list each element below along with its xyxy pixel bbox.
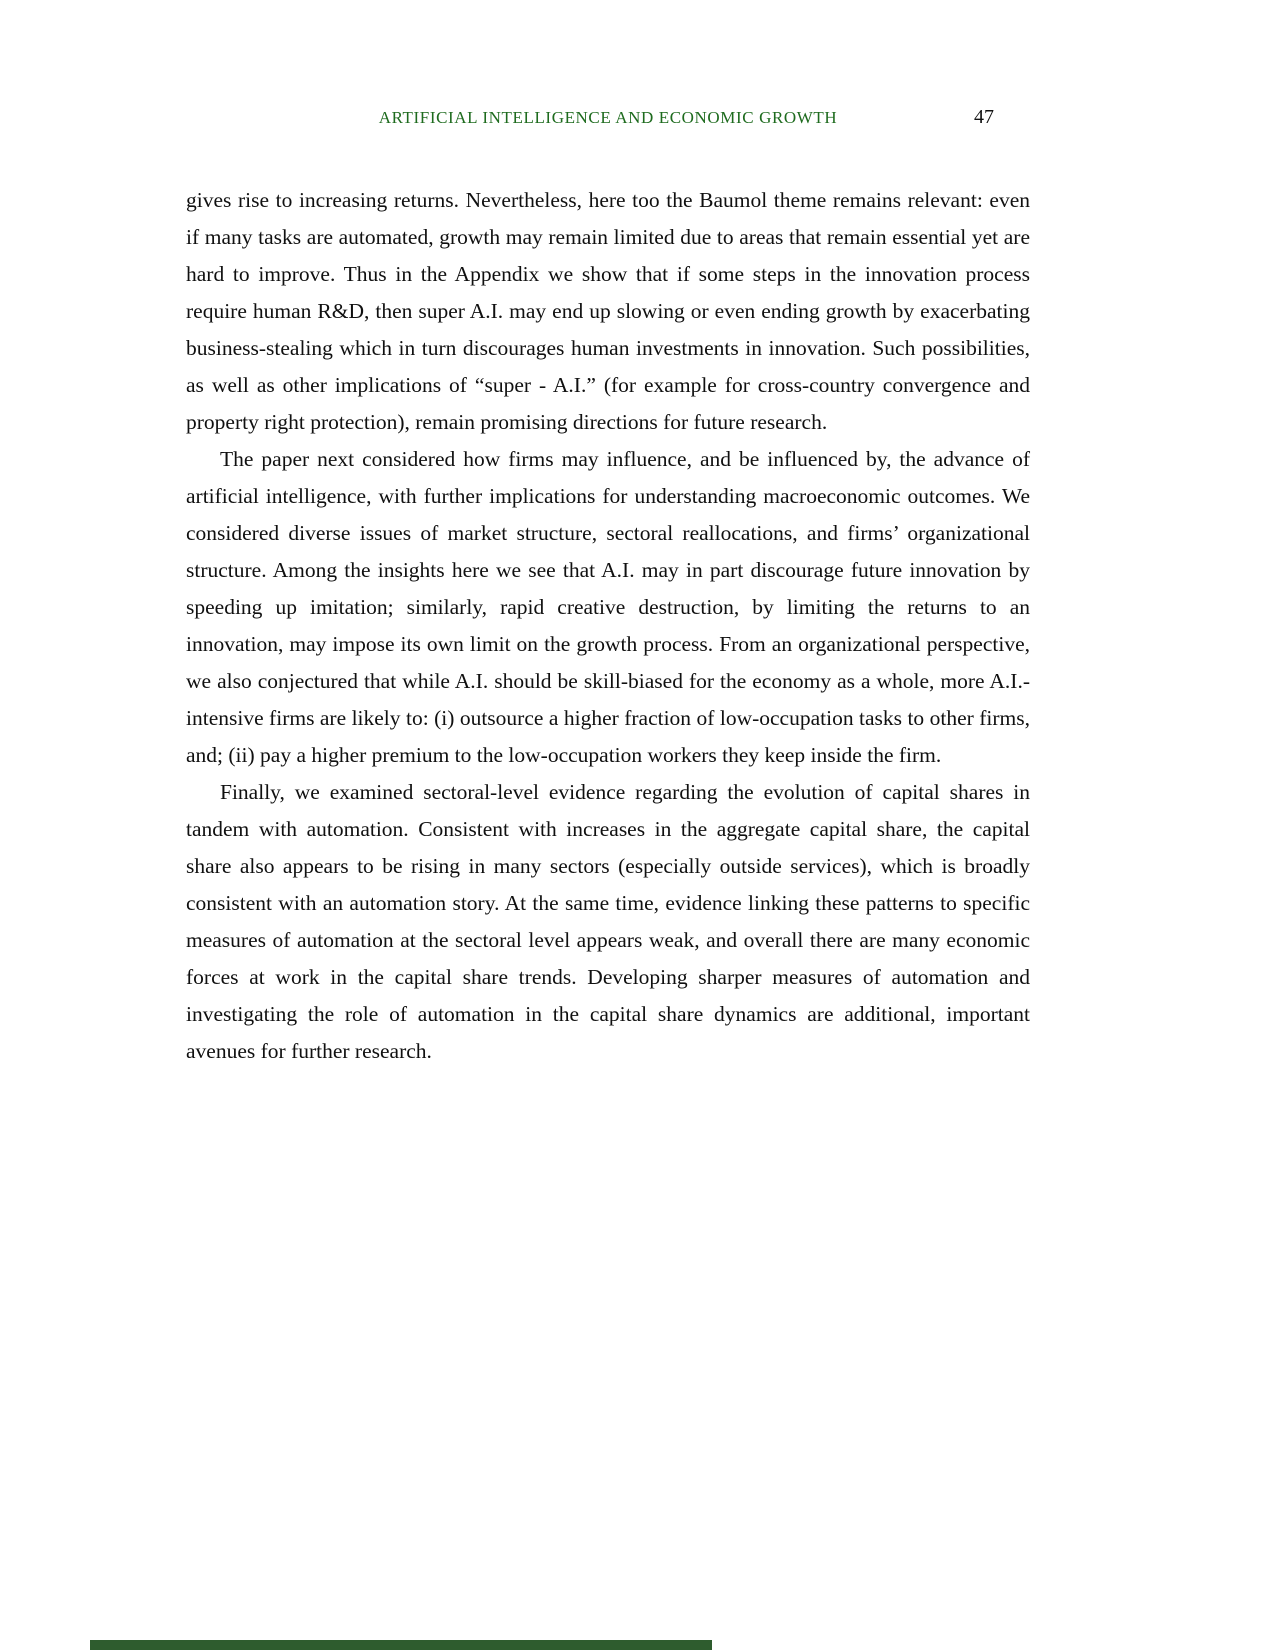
page-number: 47: [974, 106, 994, 128]
running-title: ARTIFICIAL INTELLIGENCE AND ECONOMIC GROWTH: [378, 108, 838, 127]
paper-page: [186, 0, 1030, 1070]
paragraph-1: gives rise to increasing returns. Nevertheless, here too the Baumol theme remains relevant: even if many tasks are automated, growth may remain limited due to areas that remain essential yet are hard to improve. Thus in the Appendix we show that if some steps in the innovation process require human R&D, then super A.I. may end up slowing or even ending growth by exacerbating business-stealing which in turn discourages human investments in innovation. Such possibilities, as well as other implications of “super - A.I.” (for example for cross-country convergence and property right protection), remain promising directions for future research.: [186, 188, 1030, 434]
footer-bar: [90, 1640, 712, 1650]
body-text: [186, 182, 1030, 1070]
paragraph-3: Finally, we examined sectoral-level evidence regarding the evolution of capital shares in tandem with automation. Consistent with increases in the aggregate capital share, the capital share also appears to be rising in many sectors (especially outside services), which is broadly consistent with an automation story. At the same time, evidence linking these patterns to specific measures of automation at the sectoral level appears weak, and overall there are many economic forces at work in the capital share trends. Developing sharper measures of automation and investigating the role of automation in the capital share dynamics are additional, important avenues for further research.: [186, 780, 1030, 1063]
paragraph-2: The paper next considered how firms may influence, and be influenced by, the advance of artificial intelligence, with further implications for understanding macroeconomic outcomes. We considered diverse issues of market structure, sectoral reallocations, and firms’ organizational structure. Among the insights here we see that A.I. may in part discourage future innovation by speeding up imitation; similarly, rapid creative destruction, by limiting the returns to an innovation, may impose its own limit on the growth process. From an organizational perspective, we also conjectured that while A.I. should be skill-biased for the economy as a whole, more A.I.-intensive firms are likely to: (i) outsource a higher fraction of low-occupation tasks to other firms, and; (ii) pay a higher premium to the low-occupation workers they keep inside the firm.: [186, 447, 1030, 767]
page-header: [186, 108, 1030, 134]
